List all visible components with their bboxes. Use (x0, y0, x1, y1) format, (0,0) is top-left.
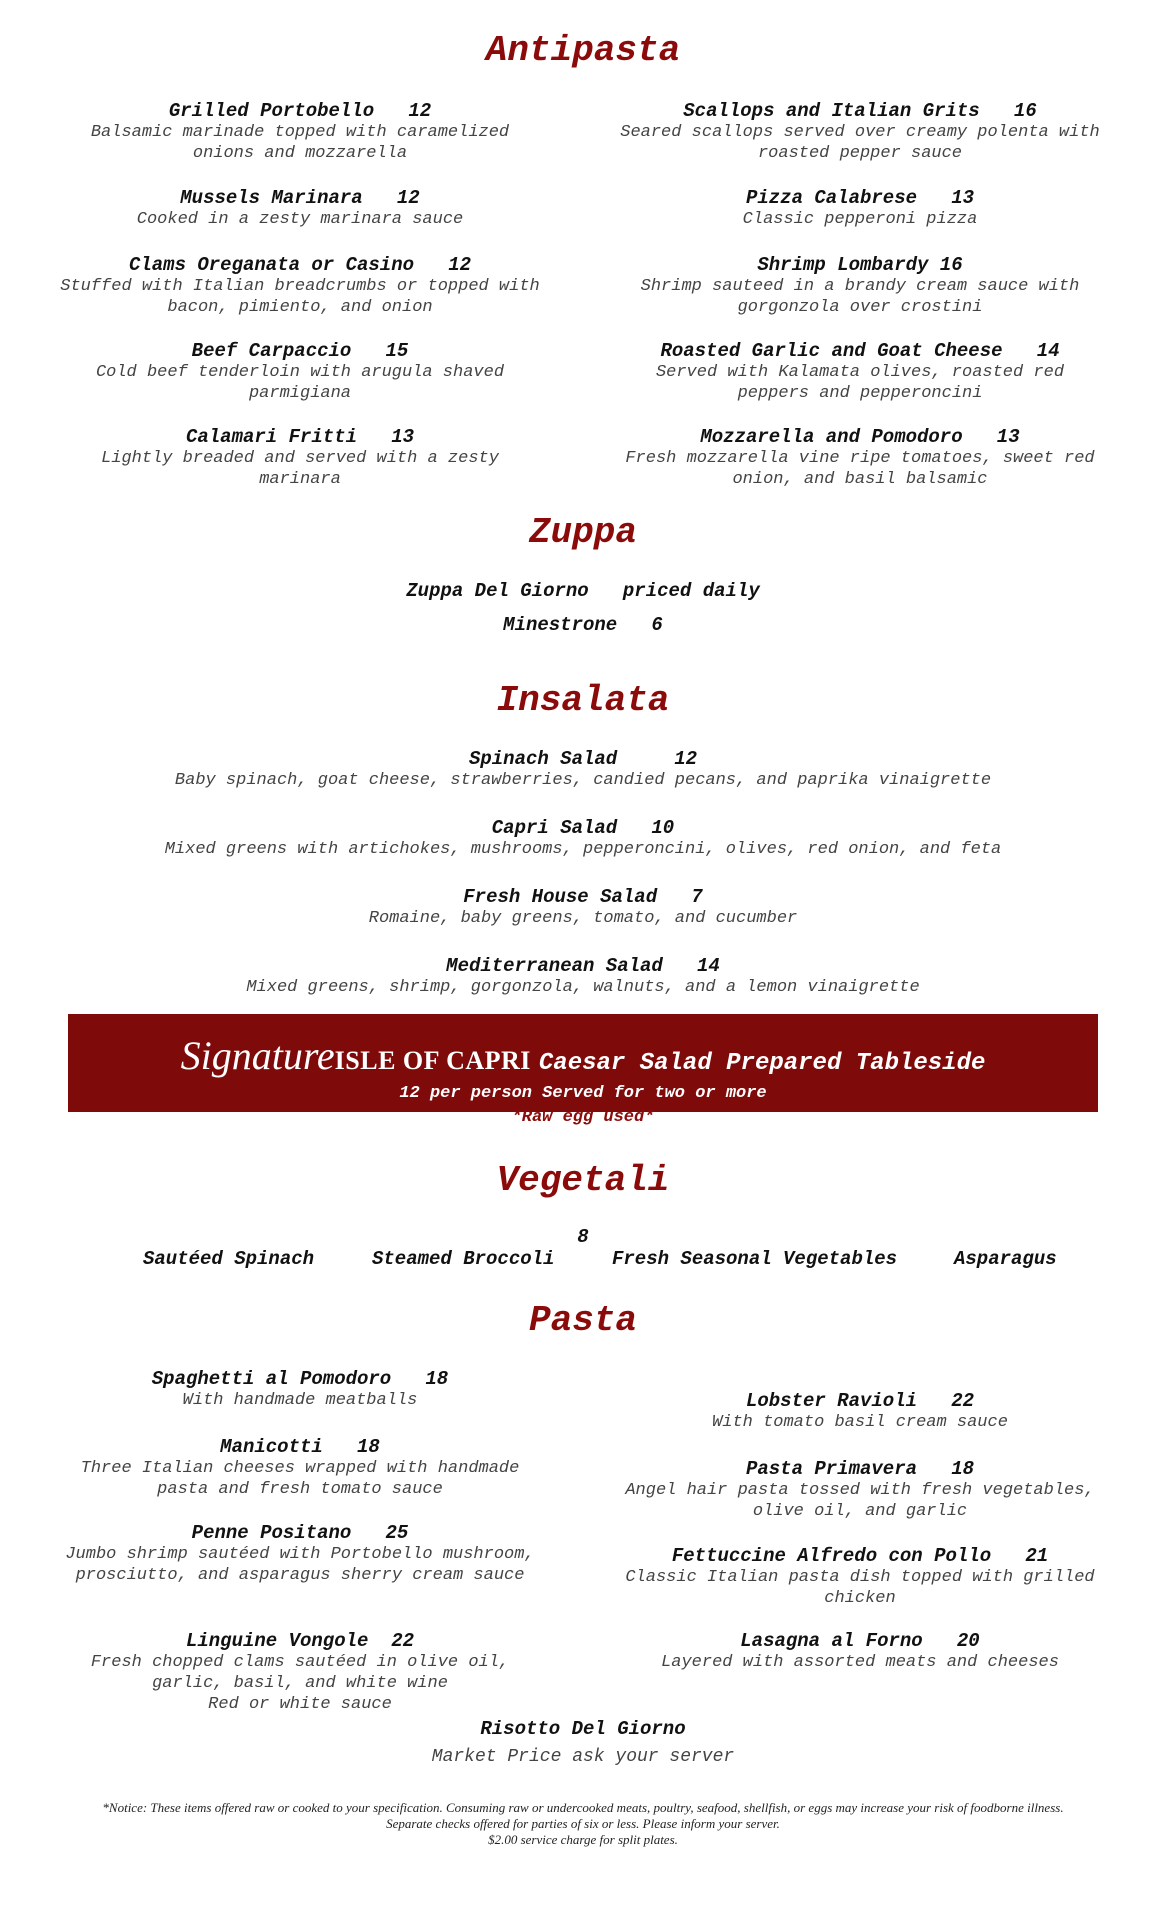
signature-script: Signature (180, 1033, 335, 1078)
item-name: Mussels Marinara 12 (180, 187, 420, 209)
pasta-title: Pasta (528, 1300, 638, 1341)
item-desc: Jumbo shrimp sautéed with Portobello mushroom, prosciutto, and asparagus sherry cream sauce (65, 1545, 535, 1585)
item-name: Scallops and Italian Grits 16 (683, 100, 1037, 122)
item-desc: Balsamic marinade topped with caramelized onions and mozzarella (90, 123, 510, 163)
menu-item (60, 254, 540, 318)
menu-item (60, 748, 1106, 791)
item-name: Fresh House Salad 7 (463, 886, 703, 908)
item-name: Pasta Primavera 18 (745, 1458, 975, 1480)
item-name: Lasagna al Forno 20 (740, 1630, 980, 1652)
item-name: Beef Carpaccio 15 (191, 340, 409, 362)
menu-item (620, 1545, 1100, 1609)
item-name: Penne Positano 25 (191, 1522, 409, 1544)
item-name: Fettuccine Alfredo con Pollo 21 (671, 1545, 1049, 1567)
zuppa-title: Zuppa (528, 512, 638, 553)
notice-line: $2.00 service charge for split plates. (488, 1832, 678, 1847)
banner-subtitle: 12 per person Served for two or more (399, 1084, 767, 1103)
menu-item (60, 580, 1106, 602)
insalata-title: Insalata (496, 680, 670, 721)
item-desc: Cold beef tenderloin with arugula shaved parmigiana (95, 363, 505, 403)
item-desc: Classic Italian pasta dish topped with grilled chicken (625, 1568, 1095, 1608)
menu-item (60, 426, 540, 490)
raw-egg-note: *Raw egg used* (511, 1108, 655, 1127)
item-name: Mediterranean Salad 14 (446, 955, 720, 977)
item-desc: Served with Kalamata olives, roasted red peppers and pepperoncini (655, 363, 1065, 403)
menu-item (620, 254, 1100, 318)
footer-notice (60, 1800, 1106, 1848)
menu-item (60, 955, 1106, 998)
antipasta-title: Antipasta (485, 30, 681, 71)
item-name: Linguine Vongole 22 (185, 1630, 415, 1652)
item-name: Lobster Ravioli 22 (745, 1390, 975, 1412)
veg-item: Sautéed Spinach (143, 1248, 315, 1270)
item-name: Mozzarella and Pomodoro 13 (700, 426, 1020, 448)
item-name: Minestrone 6 (503, 614, 663, 636)
signature-caesar-banner (68, 1014, 1098, 1112)
item-name: Shrimp Lombardy 16 (757, 254, 963, 276)
veg-item: Asparagus (954, 1248, 1057, 1270)
item-name: Calamari Fritti 13 (185, 426, 415, 448)
menu-item (620, 426, 1100, 490)
item-desc: Stuffed with Italian breadcrumbs or topped with bacon, pimiento, and onion (60, 277, 540, 317)
item-desc: Fresh mozzarella vine ripe tomatoes, sweet red onion, and basil balsamic (625, 449, 1095, 489)
item-name: Clams Oreganata or Casino 12 (128, 254, 472, 276)
menu-item (60, 1436, 540, 1500)
menu-item (620, 187, 1100, 230)
item-desc: With handmade meatballs (182, 1391, 418, 1410)
item-desc: Shrimp sauteed in a brandy cream sauce with gorgonzola over crostini (640, 277, 1080, 317)
menu-item (620, 1390, 1100, 1433)
veg-item: Fresh Seasonal Vegetables (612, 1248, 898, 1270)
brand-name: ISLE OF CAPRI (334, 1046, 531, 1075)
item-name: Risotto Del Giorno (480, 1718, 686, 1740)
notice-line: *Notice: These items offered raw or cooked to your specification. Consuming raw or undercooked meats, poultry, seafood, shellfish, or eggs may increase your risk of foodborne illness. (102, 1800, 1064, 1815)
item-name: Zuppa Del Giorno priced daily (406, 580, 760, 602)
item-desc: Layered with assorted meats and cheeses (661, 1653, 1059, 1672)
item-desc: Seared scallops served over creamy polenta with roasted pepper sauce (620, 123, 1100, 163)
menu-item (60, 187, 540, 230)
item-desc: Mixed greens with artichokes, mushrooms, pepperoncini, olives, red onion, and feta (164, 840, 1002, 859)
menu-item (60, 1368, 540, 1411)
menu-item (60, 614, 1106, 636)
item-desc: Market Price ask your server (431, 1747, 735, 1767)
menu-item (60, 886, 1106, 929)
caesar-title: Caesar Salad Prepared Tableside (538, 1050, 986, 1077)
item-desc: Fresh chopped clams sautéed in olive oil, garlic, basil, and white wine (90, 1653, 510, 1693)
item-desc: Cooked in a zesty marinara sauce (136, 210, 464, 229)
banner-headline (68, 1032, 1098, 1079)
vegetali-price: 8 (577, 1226, 589, 1248)
item-desc: Three Italian cheeses wrapped with handmade pasta and fresh tomato sauce (80, 1459, 520, 1499)
notice-line: Separate checks offered for parties of six or less. Please inform your server. (386, 1816, 780, 1831)
item-name: Capri Salad 10 (491, 817, 675, 839)
menu-item (60, 1630, 540, 1715)
item-name: Manicotti 18 (220, 1436, 380, 1458)
menu-item (620, 1458, 1100, 1522)
item-name: Roasted Garlic and Goat Cheese 14 (660, 340, 1060, 362)
menu-item (60, 1522, 540, 1586)
menu-item (60, 100, 540, 164)
item-name: Spaghetti al Pomodoro 18 (151, 1368, 449, 1390)
menu-item (60, 1718, 1106, 1767)
vegetali-title: Vegetali (496, 1160, 670, 1201)
item-desc: Lightly breaded and served with a zesty marinara (101, 449, 499, 489)
item-desc: Angel hair pasta tossed with fresh vegetables, olive oil, and garlic (625, 1481, 1095, 1521)
item-desc: Classic pepperoni pizza (742, 210, 978, 229)
menu-item (60, 817, 1106, 860)
item-name: Grilled Portobello 12 (168, 100, 432, 122)
menu-item (60, 340, 540, 404)
item-desc-note: Red or white sauce (208, 1695, 392, 1714)
menu-item (620, 1630, 1100, 1673)
item-desc: Baby spinach, goat cheese, strawberries, candied pecans, and paprika vinaigrette (174, 771, 992, 790)
item-name: Pizza Calabrese 13 (745, 187, 975, 209)
item-name: Spinach Salad 12 (468, 748, 698, 770)
menu-item (620, 100, 1100, 164)
item-desc: With tomato basil cream sauce (712, 1413, 1008, 1432)
item-desc: Mixed greens, shrimp, gorgonzola, walnuts, and a lemon vinaigrette (246, 978, 920, 997)
menu-item (620, 340, 1100, 404)
veg-item: Steamed Broccoli (372, 1248, 555, 1270)
item-desc: Romaine, baby greens, tomato, and cucumber (368, 909, 798, 928)
